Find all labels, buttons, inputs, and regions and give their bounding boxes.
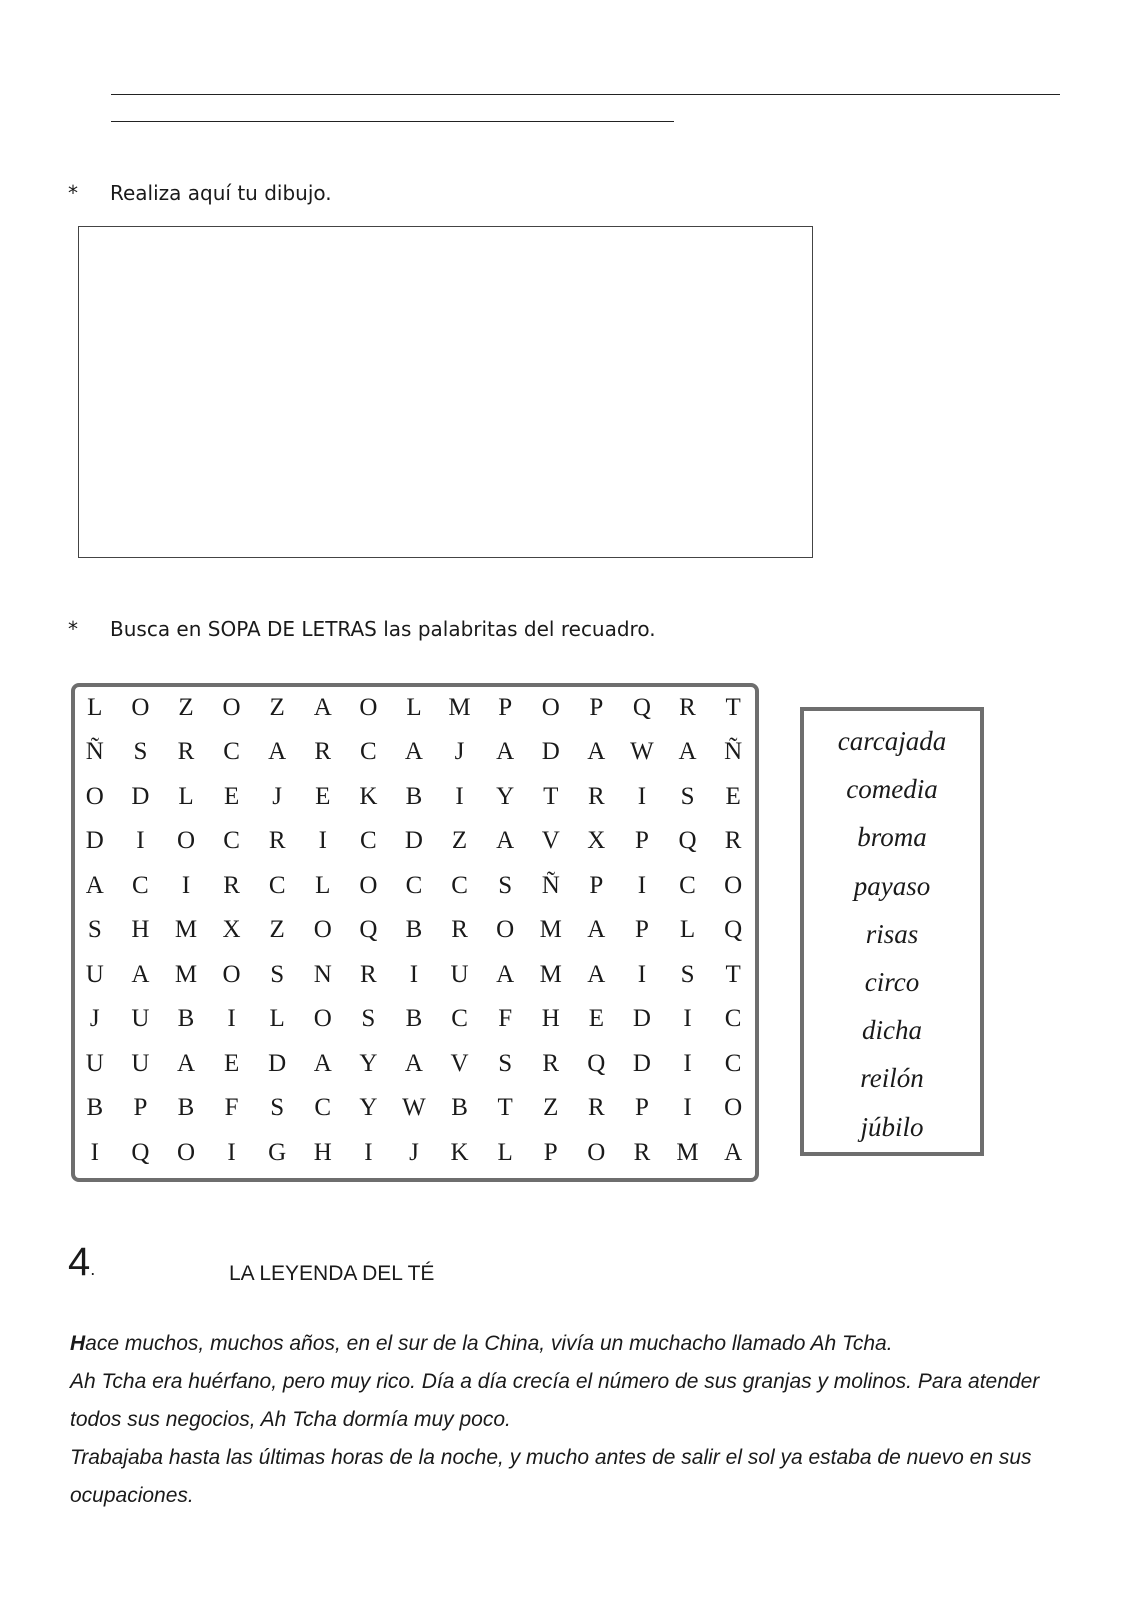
grid-letter[interactable]: F	[224, 1094, 239, 1122]
grid-letter[interactable]: L	[497, 1138, 513, 1166]
grid-letter[interactable]: Ñ	[541, 871, 560, 899]
grid-letter[interactable]: I	[181, 871, 191, 899]
grid-letter[interactable]: F	[498, 1005, 513, 1033]
grid-letter[interactable]: O	[359, 871, 378, 899]
grid-letter[interactable]: I	[455, 782, 464, 810]
grid-letter[interactable]: A	[268, 738, 287, 766]
section-title: LA LEYENDA DEL TÉ	[229, 1262, 435, 1285]
grid-letter[interactable]: A	[404, 1049, 423, 1077]
grid-letter[interactable]: L	[679, 916, 696, 944]
grid-letter[interactable]: A	[404, 738, 423, 766]
grid-letter[interactable]: X	[587, 827, 606, 855]
grid-letter[interactable]: L	[87, 693, 103, 721]
grid-letter[interactable]: Q	[587, 1049, 606, 1077]
grid-letter[interactable]: M	[539, 916, 562, 944]
grid-letter[interactable]: I	[683, 1094, 692, 1122]
grid-letter[interactable]: A	[131, 960, 150, 988]
grid-letter[interactable]: A	[587, 916, 606, 944]
grid-letter[interactable]: Z	[269, 916, 285, 944]
grid-letter[interactable]: A	[496, 960, 515, 988]
grid-letter[interactable]: W	[402, 1094, 426, 1122]
word-list-item: carcajada	[837, 726, 947, 756]
grid-letter[interactable]: R	[679, 693, 696, 721]
grid-letter[interactable]: J	[272, 782, 283, 810]
grid-letter[interactable]: J	[89, 1005, 100, 1033]
bullet-asterisk: *	[68, 617, 78, 641]
grid-letter[interactable]: R	[724, 827, 742, 855]
grid-letter[interactable]: V	[450, 1049, 469, 1077]
grid-letter[interactable]: C	[724, 1005, 742, 1033]
grid-letter[interactable]: D	[632, 1005, 651, 1033]
grid-letter[interactable]: E	[223, 1049, 240, 1077]
grid-letter[interactable]: X	[222, 916, 241, 944]
answer-line-2	[111, 121, 674, 122]
story-paragraph-1	[70, 1325, 1080, 1363]
grid-letter[interactable]: O	[724, 1094, 743, 1122]
grid-letter[interactable]: O	[222, 960, 241, 988]
grid-row	[72, 1130, 758, 1175]
grid-letter[interactable]: M	[174, 916, 198, 944]
drawing-instruction	[68, 181, 332, 205]
grid-letter[interactable]: B	[177, 1094, 195, 1122]
grid-letter[interactable]: C	[405, 871, 423, 899]
section-number	[68, 1242, 95, 1282]
grid-letter[interactable]: C	[132, 871, 149, 899]
grid-letter[interactable]: U	[85, 1049, 104, 1077]
grid-row	[72, 819, 758, 864]
grid-row	[72, 685, 758, 730]
grid-letter[interactable]: A	[176, 1049, 196, 1077]
grid-letter[interactable]: K	[450, 1138, 469, 1166]
grid-letter[interactable]: I	[318, 827, 327, 855]
story-paragraph-3: Trabajaba hasta las últimas horas de la noche, y mucho antes de salir el sol ya estaba de nuevo en sus ocupaciones.	[70, 1446, 1032, 1507]
grid-letter[interactable]: I	[90, 1138, 99, 1166]
grid-letter[interactable]: R	[451, 916, 468, 944]
grid-letter[interactable]: A	[678, 738, 697, 766]
word-list-item: reilón	[860, 1063, 924, 1094]
grid-letter[interactable]: Ñ	[724, 738, 743, 766]
grid-letter[interactable]: T	[725, 960, 741, 988]
drawing-area[interactable]	[78, 226, 813, 558]
word-list-item: circo	[864, 966, 920, 997]
grid-letter[interactable]: I	[227, 1005, 236, 1033]
grid-letter[interactable]: D	[404, 827, 423, 855]
grid-letter[interactable]: D	[85, 827, 104, 855]
grid-letter[interactable]: Z	[543, 1094, 559, 1122]
grid-letter[interactable]: S	[680, 960, 695, 988]
section-number-dot: .	[90, 1259, 96, 1279]
grid-letter[interactable]: I	[409, 960, 419, 988]
grid-letter[interactable]: Q	[632, 693, 651, 721]
grid-letter[interactable]: E	[223, 782, 240, 810]
grid-letter[interactable]: M	[174, 960, 198, 988]
grid-letter[interactable]: R	[268, 827, 286, 855]
grid-letter[interactable]: N	[313, 960, 332, 988]
grid-letter[interactable]: A	[496, 827, 515, 855]
grid-row	[72, 774, 758, 819]
grid-letter[interactable]: O	[724, 871, 743, 899]
grid-letter[interactable]: C	[223, 738, 240, 766]
word-list-item: júbilo	[860, 1111, 924, 1142]
grid-letter[interactable]: P	[634, 827, 649, 855]
story-initial-letter: H	[70, 1332, 86, 1355]
grid-letter[interactable]: U	[131, 1005, 150, 1033]
word-list-item: risas	[865, 918, 919, 949]
word-list-item: broma	[857, 822, 927, 853]
grid-letter[interactable]: Q	[131, 1138, 150, 1166]
grid-letter[interactable]: Ñ	[85, 738, 104, 766]
grid-letter[interactable]: D	[131, 782, 150, 810]
grid-letter[interactable]: T	[725, 693, 741, 721]
grid-letter[interactable]: O	[313, 916, 332, 944]
grid-letter[interactable]: R	[223, 871, 240, 899]
grid-letter[interactable]: I	[136, 827, 145, 855]
word-list-box	[800, 707, 984, 1156]
grid-letter[interactable]: E	[725, 782, 741, 810]
grid-letter[interactable]: O	[313, 1005, 332, 1033]
grid-letter[interactable]: A	[724, 1138, 743, 1166]
grid-letter[interactable]: I	[683, 1049, 692, 1077]
grid-row	[72, 908, 758, 953]
grid-letter[interactable]: O	[222, 693, 241, 721]
grid-letter[interactable]: O	[496, 916, 515, 944]
grid-letter[interactable]: M	[448, 693, 471, 721]
grid-letter[interactable]: R	[177, 738, 195, 766]
grid-letter[interactable]: P	[589, 871, 604, 899]
grid-letter[interactable]: Q	[678, 827, 697, 855]
grid-letter[interactable]: L	[406, 693, 422, 721]
grid-letter[interactable]: C	[451, 1005, 468, 1033]
grid-letter[interactable]: O	[541, 693, 560, 721]
grid-letter[interactable]: G	[268, 1138, 287, 1166]
story-paragraph-1-text: ace muchos, muchos años, en el sur de la China, vivía un muchacho llamado Ah Tcha.	[85, 1332, 893, 1355]
grid-row	[72, 1086, 758, 1131]
grid-letter[interactable]: B	[405, 916, 423, 944]
grid-letter[interactable]: W	[630, 738, 654, 766]
grid-letter[interactable]: H	[313, 1138, 332, 1166]
grid-letter[interactable]: P	[589, 693, 604, 721]
wordsearch-instruction-text: Busca en SOPA DE LETRAS las palabritas del recuadro.	[110, 617, 656, 641]
grid-letter[interactable]: P	[133, 1094, 148, 1122]
word-list-item: comedia	[846, 774, 938, 805]
section-number-digit: 4	[68, 1240, 91, 1284]
grid-letter[interactable]: Y	[496, 782, 515, 810]
grid-letter[interactable]: I	[637, 871, 647, 899]
grid-row	[72, 997, 758, 1042]
grid-letter[interactable]: S	[498, 871, 513, 899]
grid-letter[interactable]: O	[85, 782, 104, 810]
grid-letter[interactable]: O	[176, 827, 196, 855]
grid-letter[interactable]: C	[679, 871, 696, 899]
grid-letter[interactable]: C	[314, 1094, 332, 1122]
grid-letter[interactable]: O	[176, 1138, 196, 1166]
grid-letter[interactable]: I	[637, 960, 647, 988]
grid-letter[interactable]: Z	[269, 693, 285, 721]
grid-letter[interactable]: C	[223, 827, 240, 855]
answer-line-1	[111, 94, 1060, 95]
grid-letter[interactable]: Q	[724, 916, 743, 944]
grid-letter[interactable]: V	[541, 827, 560, 855]
grid-letter[interactable]: I	[227, 1138, 236, 1166]
grid-letter[interactable]: L	[315, 871, 331, 899]
grid-letter[interactable]: S	[361, 1005, 376, 1033]
grid-letter[interactable]: R	[587, 1094, 605, 1122]
grid-letter[interactable]: I	[637, 782, 647, 810]
grid-letter[interactable]: S	[270, 960, 285, 988]
grid-letter[interactable]: D	[541, 738, 560, 766]
grid-letter[interactable]: U	[85, 960, 104, 988]
grid-letter[interactable]: S	[680, 782, 695, 810]
grid-letter[interactable]: I	[683, 1005, 692, 1033]
grid-letter[interactable]: I	[364, 1138, 373, 1166]
grid-letter[interactable]: Z	[451, 827, 468, 855]
grid-letter[interactable]: O	[359, 693, 378, 721]
grid-letter[interactable]: C	[451, 871, 468, 899]
grid-letter[interactable]: H	[541, 1005, 560, 1033]
grid-letter[interactable]: D	[268, 1049, 287, 1077]
story-text	[70, 1325, 1080, 1515]
grid-letter[interactable]: E	[588, 1005, 604, 1033]
grid-letter[interactable]: H	[131, 916, 150, 944]
story-paragraph-2: Ah Tcha era huérfano, pero muy rico. Día a día crecía el número de sus granjas y molinos. Para atender todos sus negocios, Ah Tcha dormía muy poco.	[70, 1370, 1040, 1431]
grid-letter[interactable]: Z	[178, 693, 194, 721]
grid-letter[interactable]: Q	[359, 916, 378, 944]
grid-row	[72, 952, 758, 997]
grid-letter[interactable]: D	[632, 1049, 651, 1077]
grid-letter[interactable]: E	[315, 782, 331, 810]
grid-letter[interactable]: R	[360, 960, 377, 988]
wordsearch-grid	[72, 685, 758, 1181]
grid-letter[interactable]: T	[543, 782, 559, 810]
grid-letter[interactable]: P	[498, 693, 513, 721]
grid-letter[interactable]: A	[313, 1049, 332, 1077]
grid-letter[interactable]: Y	[359, 1049, 378, 1077]
grid-letter[interactable]: P	[634, 1094, 649, 1122]
grid-letter[interactable]: U	[450, 960, 469, 988]
grid-letter[interactable]: O	[587, 1138, 606, 1166]
bullet-asterisk: *	[68, 181, 78, 205]
grid-letter[interactable]: R	[542, 1049, 560, 1077]
grid-letter[interactable]: O	[131, 693, 150, 721]
grid-letter[interactable]: C	[724, 1049, 742, 1077]
grid-letter[interactable]: T	[497, 1094, 513, 1122]
grid-letter[interactable]: A	[313, 693, 332, 721]
grid-letter[interactable]: C	[268, 871, 286, 899]
grid-letter[interactable]: S	[87, 916, 102, 944]
grid-letter[interactable]: B	[405, 782, 423, 810]
grid-letter[interactable]: P	[543, 1138, 558, 1166]
grid-letter[interactable]: M	[676, 1138, 699, 1166]
word-list-item: payaso	[853, 870, 931, 901]
grid-row	[72, 863, 758, 908]
grid-letter[interactable]: S	[133, 738, 148, 766]
grid-letter[interactable]: A	[587, 738, 606, 766]
grid-letter[interactable]: R	[633, 1138, 651, 1166]
grid-letter[interactable]: K	[359, 782, 378, 810]
word-list-item: dicha	[862, 1015, 922, 1046]
grid-row	[72, 1041, 758, 1086]
wordsearch-instruction	[68, 617, 656, 641]
grid-row	[72, 730, 758, 775]
grid-letter[interactable]: A	[496, 738, 515, 766]
grid-letter[interactable]: A	[85, 871, 104, 899]
grid-letter[interactable]: S	[498, 1049, 513, 1077]
grid-letter[interactable]: B	[86, 1094, 104, 1122]
drawing-instruction-text: Realiza aquí tu dibujo.	[110, 181, 332, 205]
grid-letter[interactable]: B	[177, 1005, 195, 1033]
grid-letter[interactable]: S	[270, 1094, 285, 1122]
grid-letter[interactable]: L	[269, 1005, 285, 1033]
grid-letter[interactable]: U	[131, 1049, 150, 1077]
word-list	[804, 717, 980, 1151]
grid-letter[interactable]: M	[539, 960, 562, 988]
grid-letter[interactable]: J	[454, 738, 465, 766]
grid-letter[interactable]: Y	[359, 1094, 378, 1122]
grid-letter[interactable]: B	[451, 1094, 468, 1122]
grid-letter[interactable]: C	[360, 738, 377, 766]
grid-letter[interactable]: R	[587, 782, 605, 810]
grid-letter[interactable]: R	[314, 738, 332, 766]
grid-letter[interactable]: L	[178, 782, 194, 810]
grid-letter[interactable]: J	[409, 1138, 419, 1166]
grid-letter[interactable]: P	[634, 916, 649, 944]
grid-letter[interactable]: B	[405, 1005, 423, 1033]
grid-letter[interactable]: C	[360, 827, 377, 855]
grid-letter[interactable]: A	[587, 960, 606, 988]
